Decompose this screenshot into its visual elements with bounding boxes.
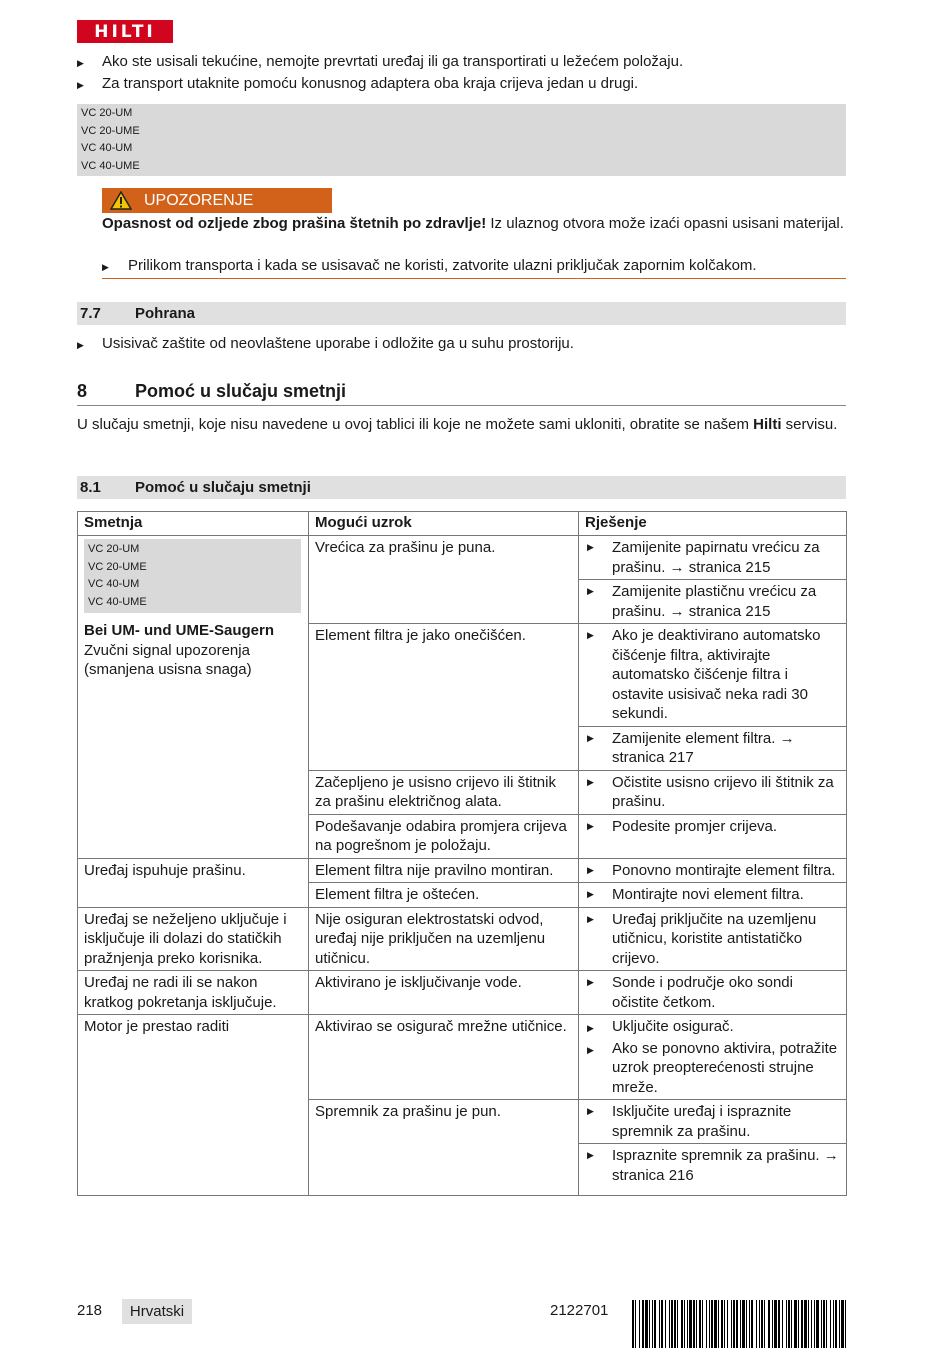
logo-text: HILTI [94, 21, 156, 42]
section-title: Pohrana [135, 305, 196, 322]
barcode-bar [768, 1300, 770, 1348]
chapter-title: Pomoć u slučaju smetnji [135, 381, 347, 401]
barcode-bar [816, 1300, 819, 1348]
barcode-bar [693, 1300, 695, 1348]
warning-label: UPOZORENJE [144, 192, 254, 209]
barcode-bar [798, 1300, 799, 1348]
solution-cell: ▶ Montirajte novi element filtra. [579, 883, 847, 908]
para-bold: Hilti [753, 416, 782, 433]
barcode-bar [774, 1300, 777, 1348]
model-item: VC 40-UM [81, 142, 133, 154]
barcode-bar [649, 1300, 650, 1348]
barcode-bar [845, 1300, 846, 1348]
barcode-bar [841, 1300, 844, 1348]
section-heading-7-7 [77, 302, 846, 325]
solution-text: Ponovno montirajte element filtra. [612, 861, 836, 879]
barcode-bar [671, 1300, 673, 1348]
solution-cell: ▶ Ako je deaktivirano automatsko čišćenje filtra, aktivirajte automatsko čišćenje filtra i ostavite usisivač neka radi 30 sekundi. [579, 624, 847, 727]
barcode-bar [823, 1300, 825, 1348]
warning-text: Iz ulaznog otvora može izaći opasni usisani materijal. [486, 215, 844, 232]
fault-cell: Motor je prestao raditi [78, 1015, 309, 1196]
solution-cell: ▶ Zamijenite papirnatu vrećicu za prašinu. → stranica 215 [579, 536, 847, 580]
barcode-bar [749, 1300, 750, 1348]
bullet-item: ▶ Ako ste usisali tekućine, nemojte prevrtati uređaj ili ga transportirati u ležećem položaju. [77, 52, 847, 73]
fault-cell: Uređaj se neželjeno uključuje i isključuje ili dolazi do statičkih pražnjenja preko korisnika. [78, 907, 309, 971]
chapter-number: 8 [77, 381, 88, 401]
barcode-bar [772, 1300, 773, 1348]
barcode-bar [706, 1300, 707, 1348]
table-row [78, 907, 847, 971]
barcode-bar [786, 1300, 787, 1348]
barcode-bar [801, 1300, 803, 1348]
barcode-bar [814, 1300, 815, 1348]
barcode-bar [740, 1300, 741, 1348]
solution-line: ▶ Uključite osigurač. [587, 1018, 734, 1035]
barcode-bar [632, 1300, 634, 1348]
barcode-bar [821, 1300, 822, 1348]
cause-cell: Aktivirano je isključivanje vode. [309, 971, 579, 1015]
section-title: Pomoć u slučaju smetnji [135, 479, 311, 496]
model-item: VC 20-UM [88, 543, 140, 555]
barcode-bar [669, 1300, 670, 1348]
barcode-bar [718, 1300, 719, 1348]
cause-cell: Aktivirao se osigurač mrežne utičnice. [309, 1015, 579, 1100]
warning-divider [102, 278, 846, 279]
barcode-bar [764, 1300, 765, 1348]
solution-text: Montirajte novi element filtra. [612, 886, 804, 903]
barcode-bar [689, 1300, 692, 1348]
barcode-bar [652, 1300, 653, 1348]
model-list [84, 539, 301, 613]
bullet-text: Za transport utaknite pomoću konusnog adaptera oba kraja crijeva jedan u drugi. [102, 75, 639, 92]
cause-cell: Element filtra nije pravilno montiran. [309, 858, 579, 883]
solution-cell: ▶ Očistite usisno crijevo ili štitnik za prašinu. [579, 770, 847, 814]
cause-cell: Element filtra je jako onečišćen. [309, 624, 579, 771]
barcode-bar [839, 1300, 840, 1348]
barcode-bar [833, 1300, 834, 1348]
table-row [78, 1015, 847, 1100]
barcode-bar [811, 1300, 812, 1348]
barcode-bar [731, 1300, 732, 1348]
column-header: Mogući uzrok [309, 512, 579, 536]
barcode-bar [721, 1300, 723, 1348]
column-header: Smetnja [78, 512, 309, 536]
solution-text: Zamijenite papirnatu vrećicu za prašinu. → stranica 215 [612, 539, 820, 576]
barcode-bar [681, 1300, 683, 1348]
solution-cell: ▶ Zamijenite element filtra. → stranica 217 [579, 726, 847, 770]
solution-cell: ▶ Podesite promjer crijeva. [579, 814, 847, 858]
barcode-bar [659, 1300, 660, 1348]
barcode-bar [714, 1300, 717, 1348]
barcode-bar [756, 1300, 757, 1348]
barcode-bar [727, 1300, 728, 1348]
barcode-bar [654, 1300, 656, 1348]
barcode [632, 1300, 846, 1348]
barcode-bar [794, 1300, 797, 1348]
warning-bold: Opasnost od ozljede zbog prašina štetnih po zdravlje! [102, 215, 487, 232]
section-number: 8.1 [80, 479, 101, 496]
barcode-bar [746, 1300, 747, 1348]
model-item: VC 20-UME [88, 560, 147, 573]
barcode-bar [635, 1300, 636, 1348]
fault-cell: Uređaj ne radi ili se nakon kratkog pokretanja isključuje. [78, 971, 309, 1015]
language-label: Hrvatski [122, 1299, 192, 1324]
barcode-bar [684, 1300, 685, 1348]
fault-bold: Bei UM- und UME-Saugern [84, 622, 274, 639]
barcode-bar [661, 1300, 663, 1348]
barcode-bar [808, 1300, 809, 1348]
solution-cell: ▶ Sonde i područje oko sondi očistite četkom. [579, 971, 847, 1015]
model-item: VC 40-UME [88, 595, 147, 608]
solution-cell: ▶ Uređaj priključite na uzemljenu utičnicu, koristite antistatičko crijevo. [579, 907, 847, 971]
solution-cell: ▶ Ispraznite spremnik za prašinu. → stranica 216 [579, 1144, 847, 1196]
cause-cell: Začepljeno je usisno crijevo ili štitnik za prašinu električnog alata. [309, 770, 579, 814]
solution-text: Uređaj priključite na uzemljenu utičnicu, koristite antistatičko crijevo. [612, 910, 817, 967]
barcode-bar [804, 1300, 807, 1348]
solution-text: Ako se ponovno aktivira, potražite uzrok preopterećenosti strujne mreže. [612, 1039, 838, 1096]
section-heading-8-1 [77, 476, 846, 499]
model-item: VC 40-UME [81, 159, 140, 172]
bullet-item: ▶ Usisivač zaštite od neovlaštene uporabe i odložite ga u suhu prostoriju. [77, 334, 847, 355]
table-header-row [78, 512, 847, 536]
cause-cell: Nije osiguran elektrostatski odvod, uređaj nije priključen na uzemljenu utičnicu. [309, 907, 579, 971]
barcode-bar [639, 1300, 640, 1348]
model-list [77, 104, 846, 176]
barcode-bar [674, 1300, 676, 1348]
barcode-bar [687, 1300, 688, 1348]
barcode-bar [702, 1300, 703, 1348]
solution-line: ▶ Ako se ponovno aktivira, potražite uzrok preopterećenosti strujne mreže. [587, 1039, 838, 1096]
model-item: VC 40-UM [88, 578, 140, 590]
section-number: 7.7 [80, 305, 101, 322]
table-row [78, 858, 847, 883]
barcode-bar [724, 1300, 725, 1348]
bullet-text: Usisivač zaštite od neovlaštene uporabe i odložite ga u suhu prostoriju. [102, 335, 574, 352]
page-number: 218 [77, 1302, 103, 1319]
cause-cell: Spremnik za prašinu je pun. [309, 1100, 579, 1196]
fault-cell: Uređaj ispuhuje prašinu. [78, 858, 309, 907]
barcode-bar [645, 1300, 648, 1348]
solution-text: Zamijenite element filtra. → stranica 217 [612, 729, 795, 766]
barcode-bar [736, 1300, 738, 1348]
solution-text: Podesite promjer crijeva. [612, 817, 778, 835]
barcode-bar [709, 1300, 710, 1348]
barcode-bar [826, 1300, 827, 1348]
solution-text: Isključite uređaj i ispraznite spremnik za prašinu. [612, 1103, 792, 1140]
solution-cell: ▶ Ponovno montirajte element filtra. [579, 858, 847, 883]
barcode-bar [782, 1300, 783, 1348]
fault-text: Zvučni signal upozorenja (smanjena usisna snaga) [84, 641, 252, 678]
para-end: servisu. [781, 416, 838, 433]
solution-text: Očistite usisno crijevo ili štitnik za prašinu. [612, 773, 834, 810]
warning-header [102, 188, 332, 213]
solution-text: Uključite osigurač. [612, 1018, 734, 1035]
barcode-bar [699, 1300, 701, 1348]
solution-text: Zamijenite plastičnu vrećicu za prašinu. → stranica 215 [612, 583, 817, 620]
barcode-bar [761, 1300, 763, 1348]
barcode-bar [830, 1300, 831, 1348]
bullet-text: Ako ste usisali tekućine, nemojte prevrtati uređaj ili ga transportirati u ležećem položaju. [102, 53, 684, 70]
solution-cell [579, 1015, 847, 1100]
cause-cell: Element filtra je oštećen. [309, 883, 579, 908]
barcode-bar [696, 1300, 697, 1348]
para-text: U slučaju smetnji, koje nisu navedene u ovoj tablici ili koje ne možete sami ukloniti, obratite se našem [77, 416, 754, 433]
barcode-bar [665, 1300, 666, 1348]
fault-cell [78, 536, 309, 859]
bullet-text: Prilikom transporta i kada se usisavač ne koristi, zatvorite ulazni priključak zapornim kolčakom. [128, 257, 757, 274]
barcode-bar [711, 1300, 713, 1348]
model-item: VC 20-UM [81, 107, 133, 119]
intro-paragraph [77, 415, 846, 435]
bullet-item: ▶ Za transport utaknite pomoću konusnog adaptera oba kraja crijeva jedan u drugi. [77, 74, 847, 95]
barcode-bar [642, 1300, 644, 1348]
barcode-bar [835, 1300, 837, 1348]
barcode-bar [791, 1300, 792, 1348]
barcode-bar [677, 1300, 678, 1348]
barcode-bar [733, 1300, 735, 1348]
document-code: 2122701 [550, 1302, 609, 1319]
solution-text: Sonde i područje oko sondi očistite četkom. [612, 974, 793, 1011]
barcode-bar [788, 1300, 790, 1348]
solution-cell: ▶ Isključite uređaj i ispraznite spremnik za prašinu. [579, 1100, 847, 1144]
barcode-bar [778, 1300, 780, 1348]
table-row [78, 971, 847, 1015]
table-row [78, 536, 847, 580]
solution-cell: ▶ Zamijenite plastičnu vrećicu za prašinu. → stranica 215 [579, 580, 847, 624]
column-header: Rješenje [579, 512, 847, 536]
solution-text: Ispraznite spremnik za prašinu. → stranica 216 [612, 1147, 839, 1184]
cause-cell: Podešavanje odabira promjera crijeva na pogrešnom je položaju. [309, 814, 579, 858]
barcode-bar [742, 1300, 745, 1348]
troubleshooting-table [77, 511, 847, 1196]
solution-text: Ako je deaktivirano automatsko čišćenje filtra, aktivirajte automatsko čišćenje filtra i ostavite usisivač neka radi 30 sekundi. [612, 627, 821, 722]
hilti-logo [77, 20, 173, 43]
warning-bullet: ▶ Prilikom transporta i kada se usisavač ne koristi, zatvorite ulazni priključak zapornim kolčakom. [102, 256, 846, 277]
barcode-bar [759, 1300, 760, 1348]
model-item: VC 20-UME [81, 124, 140, 137]
chapter-heading-8 [77, 380, 846, 406]
warning-triangle-icon [110, 191, 132, 210]
cause-cell: Vrećica za prašinu je puna. [309, 536, 579, 624]
barcode-bar [751, 1300, 753, 1348]
warning-body [102, 214, 846, 234]
